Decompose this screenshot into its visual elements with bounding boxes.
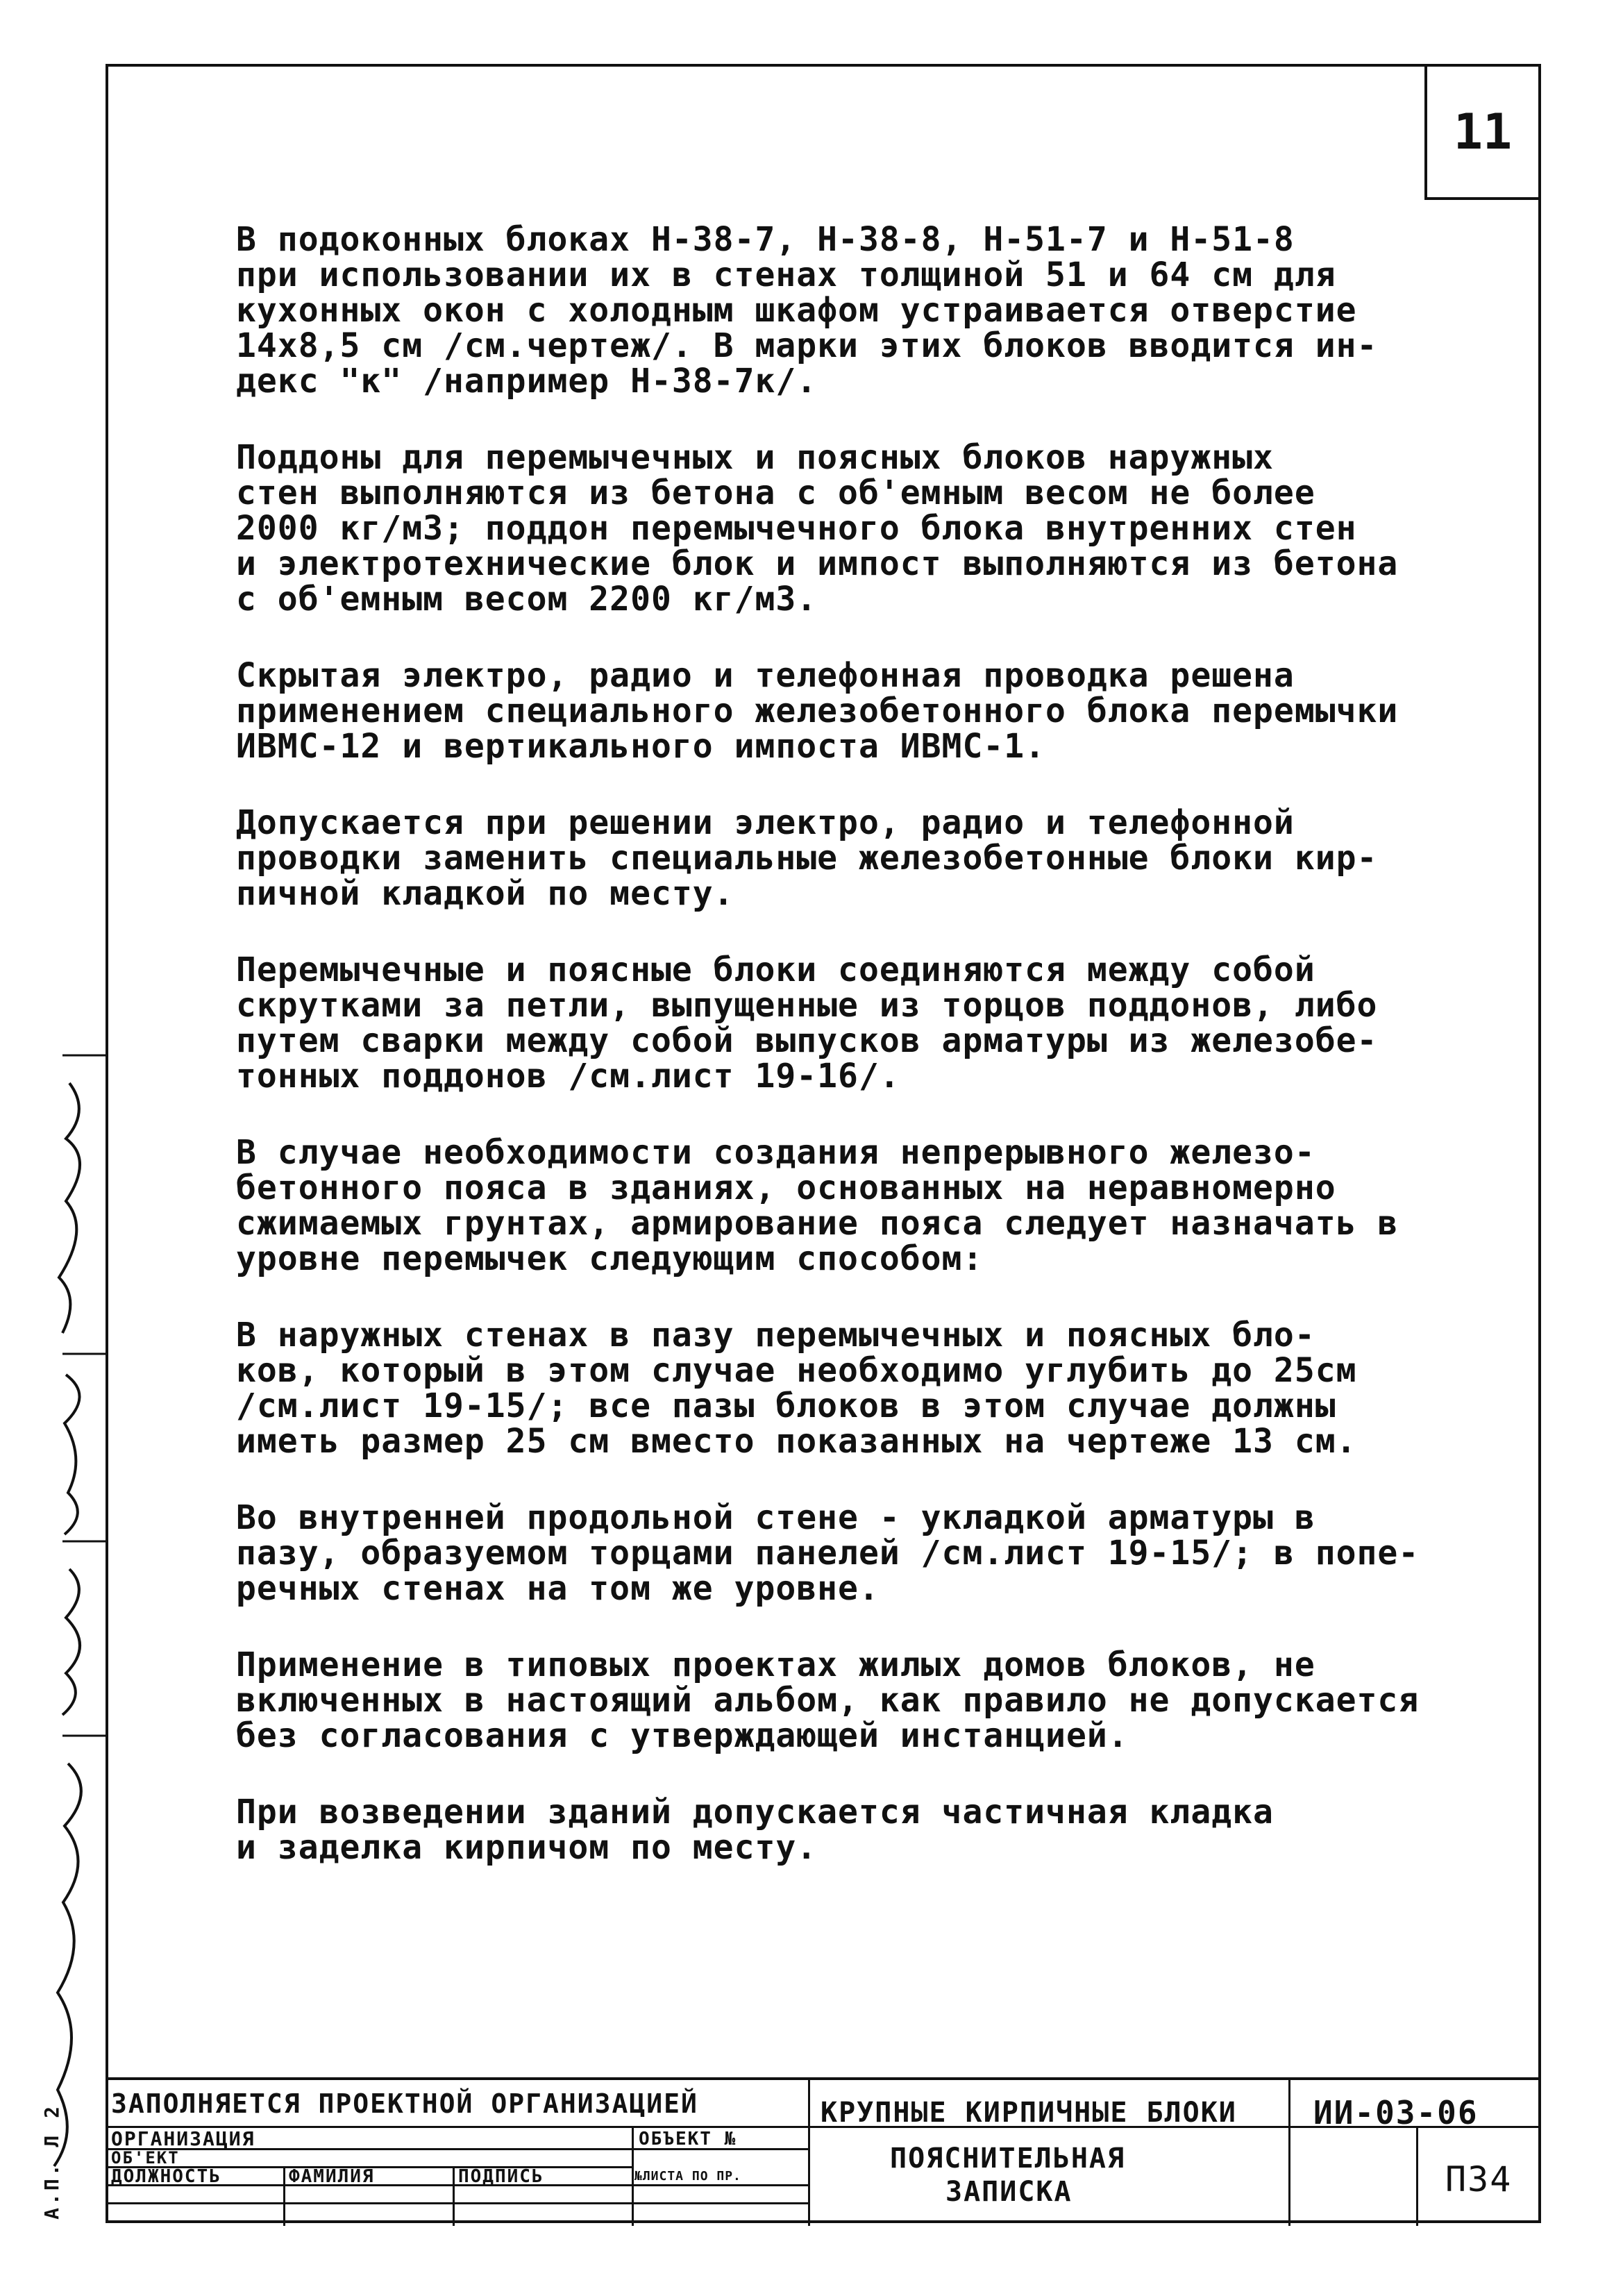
doc-title-line1: ПОЯСНИТЕЛЬНАЯ [890, 2143, 1126, 2175]
object-number-label: ОБЪЕКТ № [639, 2129, 737, 2150]
paragraph: Допускается при решении электро, радио и телефонной проводки заменить специальные железобетонные блоки кир- пичной кладкой по месту. [236, 803, 1378, 913]
divider [1288, 2080, 1290, 2226]
position-label: ДОЛЖНОСТЬ [111, 2166, 221, 2187]
page-number: 11 [1424, 64, 1541, 200]
filled-by-label: ЗАПОЛНЯЕТСЯ ПРОЕКТНОЙ ОРГАНИЗАЦИЕЙ [111, 2088, 698, 2119]
paragraph: В подоконных блоках Н-38-7, Н-38-8, Н-51-7 и Н-51-8 при использовании их в стенах толщиной 51 и 64 см для кухонных окон с холодным шкафом устраивается отверстие 14х8,5 см /см.чертеж/. В марки этих блоков вводится ин- декс "к" /например Н-38-7к/. [236, 220, 1378, 401]
sheet-code: П34 [1445, 2159, 1513, 2199]
paragraph: Перемычечные и поясные блоки соединяются между собой скрутками за петли, выпущенные из торцов поддонов, либо путем сварки между собой выпусков арматуры из железобе- тонных поддонов /см.лист 19-16/. [236, 950, 1378, 1096]
paragraph: В наружных стенах в пазу перемычечных и поясных бло- ков, который в этом случае необходимо углубить до 25см /см.лист 19-15/; все пазы блоков в этом случае должны иметь размер 25 см вместо показанных на чертеже 13 см. [236, 1316, 1357, 1461]
surname-label: ФАМИЛИЯ [289, 2166, 375, 2187]
signature-label: ПОДПИСЬ [458, 2166, 544, 2187]
paragraph: Во внутренней продольной стене - укладкой арматуры в пазу, образуемом торцами панелей /см.лист 19-15/; в попе- речных стенах на том же уровне. [236, 1498, 1420, 1608]
divider [808, 2080, 810, 2226]
paragraph: При возведении зданий допускается частичная кладка и заделка кирпичом по месту. [236, 1793, 1274, 1867]
divider [283, 2166, 285, 2226]
signature-strip [42, 1041, 106, 2222]
paragraph: Поддоны для перемычечных и поясных блоков наружных стен выполняются из бетона с об'емным весом не более 2000 кг/м3; поддон перемычечного блока внутренних стен и электротехнические блок и импост выполняются из бетона с об'емным весом 2200 кг/м3. [236, 438, 1399, 619]
paragraph: В случае необходимости создания непрерывного железо- бетонного пояса в зданиях, основанных на неравномерно сжимаемых грунтах, армирование пояса следует назначать в уровне перемычек следующим способом: [236, 1133, 1399, 1278]
divider [106, 2202, 808, 2204]
object-label: ОБ'ЕКТ [111, 2148, 180, 2168]
explanatory-text [236, 222, 1513, 1907]
paragraph: Применение в типовых проектах жилых домов блоков, не включенных в настоящий альбом, как правило не допускается без согласования с утверждающей инстанцией. [236, 1645, 1420, 1755]
series-code: ИИ-03-06 [1313, 2094, 1479, 2131]
side-code: А.П. Л 2 [40, 2104, 63, 2220]
title-block [106, 2077, 1541, 2226]
divider [453, 2166, 455, 2226]
handwritten-signatures-icon [42, 1041, 106, 2222]
album-title: КРУПНЫЕ КИРПИЧНЫЕ БЛОКИ [821, 2097, 1237, 2129]
organization-label: ОРГАНИЗАЦИЯ [111, 2127, 255, 2150]
divider [1416, 2126, 1418, 2226]
doc-title-line2: ЗАПИСКА [945, 2176, 1073, 2208]
paragraph: Скрытая электро, радио и телефонная проводка решена применением специального железобетонного блока перемычки ИВМС-12 и вертикального импоста ИВМС-1. [236, 656, 1399, 766]
divider [632, 2126, 634, 2226]
sheet-number-label: №ЛИСТА ПО ПР. [634, 2169, 741, 2184]
